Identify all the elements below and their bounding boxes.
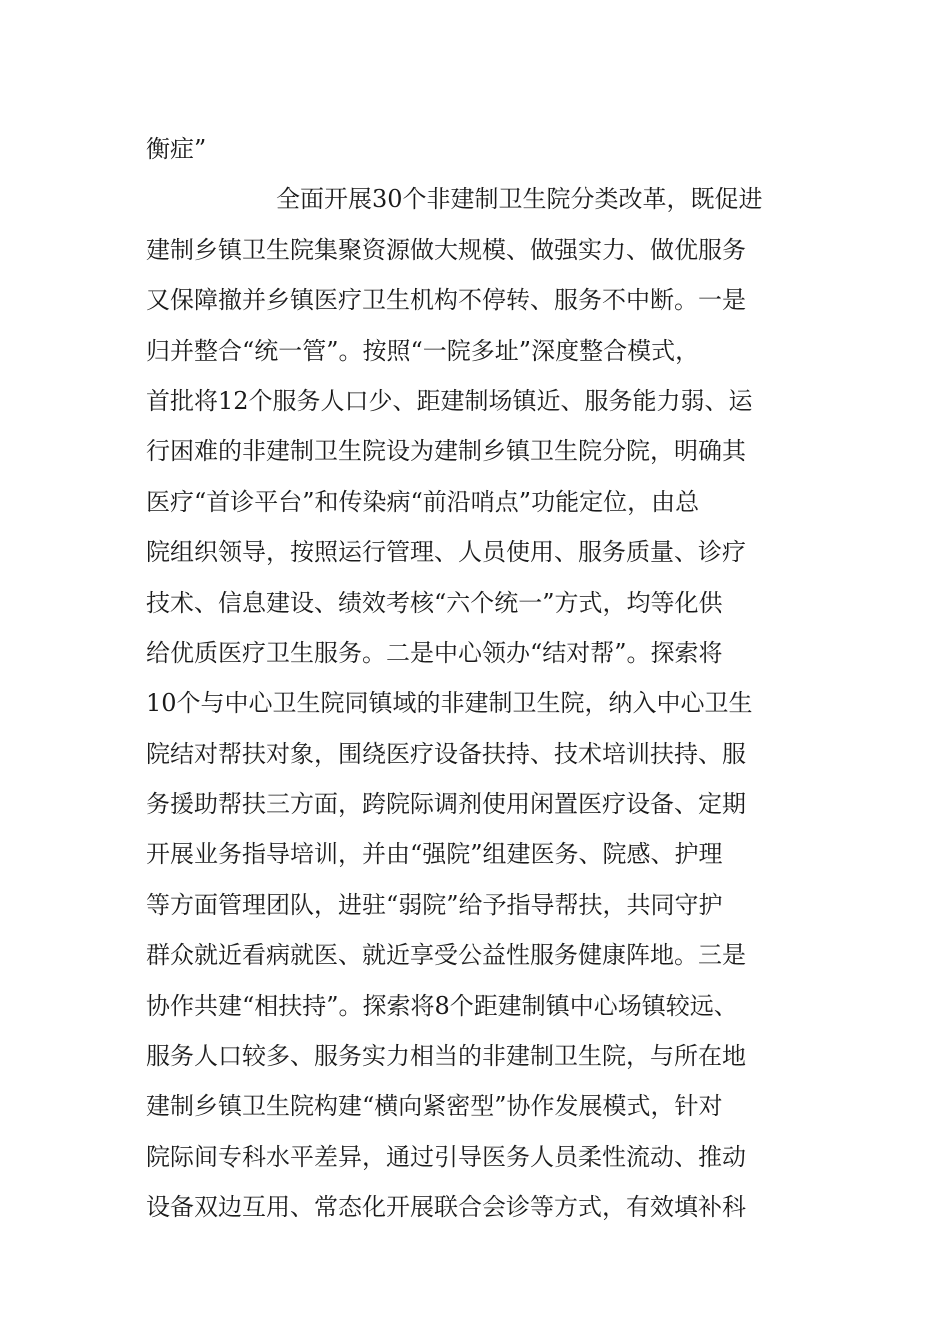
text-line: 医疗“首诊平台”和传染病“前沿哨点”功能定位，由总	[146, 487, 700, 516]
text-line: 给优质医疗卫生服务。二是中心领办“结对帮”。探索将	[146, 638, 723, 667]
text-line: 归并整合“统一管”。按照“一院多址”深度整合模式，	[146, 336, 700, 365]
text-line: 协作共建“相扶持”。探索将8个距建制镇中心场镇较远、	[146, 991, 738, 1020]
text-line: 建制乡镇卫生院构建“横向紧密型”协作发展模式，针对	[146, 1092, 723, 1121]
text-line: 院际间专科水平差异，通过引导医务人员柔性流动、推动	[146, 1142, 746, 1171]
text-line: 院结对帮扶对象，围绕医疗设备扶持、技术培训扶持、服	[146, 739, 746, 768]
text-line: 服务人口较多、服务实力相当的非建制卫生院，与所在地	[146, 1042, 746, 1071]
text-line: 衡症”	[146, 135, 207, 163]
text-line: 技术、信息建设、绩效考核“六个统一”方式，均等化供	[146, 588, 723, 617]
text-line: 院组织领导，按照运行管理、人员使用、服务质量、诊疗	[146, 538, 746, 567]
text-line: 设备双边互用、常态化开展联合会诊等方式，有效填补科	[146, 1193, 746, 1222]
paragraph-first-line: 全面开展30个非建制卫生院分类改革，既促进	[276, 185, 763, 214]
text-line: 10个与中心卫生院同镇域的非建制卫生院，纳入中心卫生	[146, 689, 753, 718]
text-line: 建制乡镇卫生院集聚资源做大规模、做强实力、做优服务	[146, 235, 746, 264]
text-line: 等方面管理团队，进驻“弱院”给予指导帮扶，共同守护	[146, 890, 723, 919]
body-text	[146, 124, 826, 1233]
text-line: 务援助帮扶三方面，跨院际调剂使用闲置医疗设备、定期	[146, 790, 746, 819]
text-line: 又保障撤并乡镇医疗卫生机构不停转、服务不中断。一是	[146, 286, 746, 315]
text-line: 行困难的非建制卫生院设为建制乡镇卫生院分院，明确其	[146, 437, 746, 466]
text-line: 首批将12个服务人口少、距建制场镇近、服务能力弱、运	[146, 386, 753, 415]
text-line: 开展业务指导培训，并由“强院”组建医务、院感、护理	[146, 840, 723, 869]
text-line: 群众就近看病就医、就近享受公益性服务健康阵地。三是	[146, 941, 746, 970]
